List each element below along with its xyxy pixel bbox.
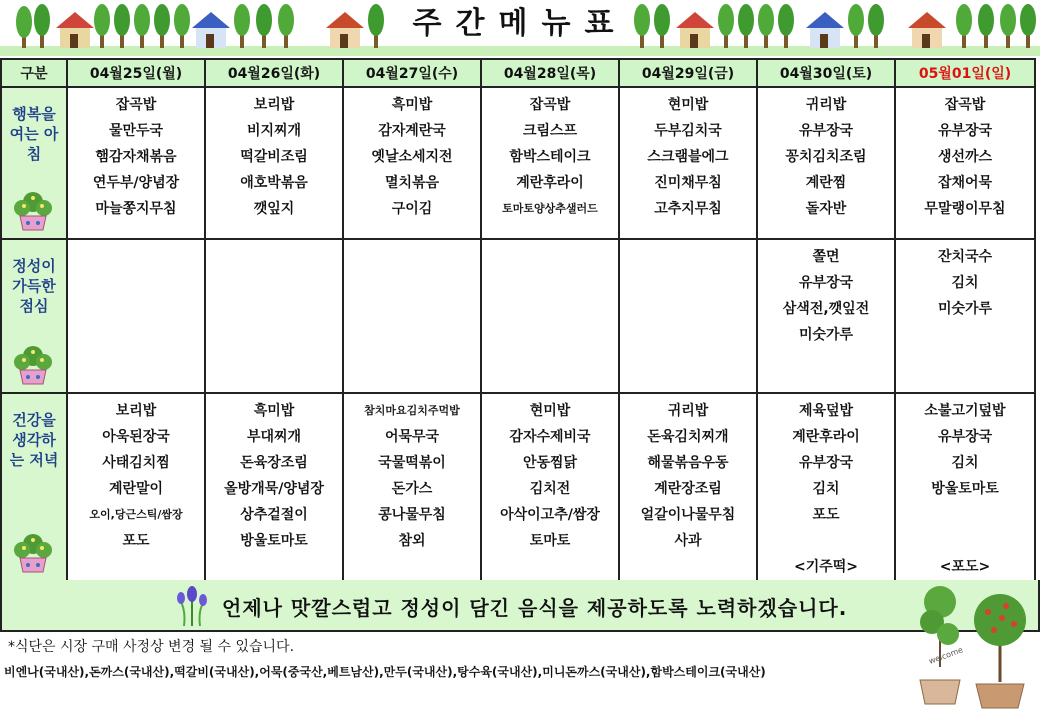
meal-label: 행복을 여는 아침 xyxy=(9,105,59,163)
iris-icon xyxy=(172,584,212,626)
tree-icon xyxy=(718,4,734,48)
tree-icon xyxy=(16,6,32,48)
menu-item: 흑미밥 xyxy=(391,97,433,113)
menu-item: 물만두국 xyxy=(108,123,164,139)
menu-item: 감자수제비국 xyxy=(509,429,591,445)
menu-item: 참치마요김치주먹밥 xyxy=(364,404,460,417)
menu-item: 제육덮밥 xyxy=(798,403,854,419)
menu-item: 국물떡볶이 xyxy=(378,455,446,471)
menu-item: 크림스프 xyxy=(522,123,578,139)
day-header: 04월26일(화) xyxy=(205,59,343,87)
meal-label-cell xyxy=(1,87,67,239)
menu-item: 얼갈이나물무침 xyxy=(640,507,736,523)
tree-icon xyxy=(778,4,794,48)
menu-item: 소불고기덮밥 xyxy=(924,403,1006,419)
tree-icon xyxy=(94,4,110,48)
menu-cell xyxy=(343,87,481,239)
menu-item: 돈육장조림 xyxy=(240,455,308,471)
menu-item: 진미채무침 xyxy=(654,175,722,191)
house-icon xyxy=(806,12,844,48)
tree-icon xyxy=(114,4,130,48)
menu-item: 상추겉절이 xyxy=(240,507,308,523)
tree-icon xyxy=(868,4,884,48)
menu-item: 김치전 xyxy=(529,481,571,497)
day-header: 04월27일(수) xyxy=(343,59,481,87)
potted-plant-icon xyxy=(10,530,56,574)
tree-icon xyxy=(956,4,972,48)
menu-item: 해물볶음우동 xyxy=(647,455,729,471)
menu-item: 오이,당근스틱/쌈장 xyxy=(89,508,183,521)
menu-item: 삼색전,깻잎전 xyxy=(782,301,870,317)
tree-icon xyxy=(1000,4,1016,48)
menu-item: 귀리밥 xyxy=(667,403,709,419)
menu-item: 생선까스 xyxy=(937,149,993,165)
menu-item: 유부장국 xyxy=(798,455,854,471)
menu-item: 꽁치김치조림 xyxy=(785,149,867,165)
tree-icon xyxy=(34,4,50,48)
menu-cell xyxy=(895,393,1035,581)
menu-item: 방울토마토 xyxy=(240,533,308,549)
house-icon xyxy=(192,12,230,48)
menu-item: 쫄면 xyxy=(812,249,840,265)
meal-row xyxy=(1,239,1035,393)
menu-cell xyxy=(757,239,895,393)
menu-item xyxy=(896,502,1034,528)
menu-item: 잡곡밥 xyxy=(115,97,157,113)
menu-item: 사과 xyxy=(674,533,702,549)
menu-cell xyxy=(481,393,619,581)
menu-item: 김치 xyxy=(951,455,979,471)
menu-item: 잡채어묵 xyxy=(937,175,993,191)
menu-item: 올방개묵/양념장 xyxy=(224,481,324,497)
page-title: 주간메뉴표 xyxy=(410,2,630,46)
welcome-sign: welcome xyxy=(927,645,965,666)
menu-item: 잡곡밥 xyxy=(529,97,571,113)
menu-cell xyxy=(895,87,1035,239)
day-header: 04월25일(월) xyxy=(67,59,205,87)
menu-item: 애호박볶음 xyxy=(240,175,308,191)
menu-item: 김치 xyxy=(812,481,840,497)
menu-item: 계란후라이 xyxy=(792,429,860,445)
message-bar xyxy=(0,580,1040,632)
menu-cell xyxy=(619,239,757,393)
menu-item: 깻잎지 xyxy=(253,201,295,217)
menu-cell xyxy=(481,87,619,239)
day-header-sunday: 05월01일(일) xyxy=(895,59,1035,87)
menu-item: 아욱된장국 xyxy=(102,429,170,445)
menu-cell xyxy=(67,239,205,393)
menu-item: 돈육김치찌개 xyxy=(647,429,729,445)
change-notice: *식단은 시장 구매 사정상 변경 될 수 있습니다. xyxy=(8,639,295,655)
menu-item: 미숫가루 xyxy=(798,327,854,343)
menu-item: 흑미밥 xyxy=(253,403,295,419)
menu-item: 고추지무침 xyxy=(654,201,722,217)
menu-cell xyxy=(757,87,895,239)
header-row xyxy=(1,59,1035,87)
origin-notice: 비엔나(국내산),돈까스(국내산),떡갈비(국내산),어묵(중국산,베트남산),만두(국내산),탕수육(국내산),미니돈까스(국내산),함박스테이크(국내산) xyxy=(4,665,766,679)
tree-icon xyxy=(154,4,170,48)
menu-item: 떡갈비조림 xyxy=(240,149,308,165)
house-icon xyxy=(56,12,94,48)
meal-row xyxy=(1,87,1035,239)
menu-item: 잡곡밥 xyxy=(944,97,986,113)
menu-item: 스크램블에그 xyxy=(647,149,729,165)
tree-icon xyxy=(978,4,994,48)
tree-icon xyxy=(738,4,754,48)
menu-item: 유부장국 xyxy=(937,429,993,445)
menu-cell xyxy=(619,393,757,581)
menu-cell xyxy=(343,393,481,581)
menu-item: 계란장조림 xyxy=(654,481,722,497)
tree-icon xyxy=(174,4,190,48)
menu-item: 계란말이 xyxy=(108,481,164,497)
menu-item: 포도 xyxy=(122,533,150,549)
menu-item: 방울토마토 xyxy=(931,481,999,497)
tree-icon xyxy=(1020,4,1036,48)
menu-item: 연두부/양념장 xyxy=(92,175,180,191)
tree-icon xyxy=(234,4,250,48)
menu-item: 유부장국 xyxy=(798,275,854,291)
menu-item: 함박스테이크 xyxy=(509,149,591,165)
corner-header: 구분 xyxy=(1,59,67,87)
menu-cell xyxy=(67,393,205,581)
menu-item: 멸치볶음 xyxy=(384,175,440,191)
house-icon xyxy=(326,12,364,48)
day-header: 04월29일(금) xyxy=(619,59,757,87)
menu-item: <기주떡> xyxy=(793,559,859,575)
menu-item: 유부장국 xyxy=(798,123,854,139)
menu-item xyxy=(896,528,1034,554)
menu-item: 포도 xyxy=(812,507,840,523)
flower-pot-decoration xyxy=(910,572,1040,712)
menu-item: 계란찜 xyxy=(805,175,847,191)
menu-item: 두부김치국 xyxy=(654,123,722,139)
meal-label-cell xyxy=(1,393,67,581)
menu-item: 계란후라이 xyxy=(516,175,584,191)
menu-item xyxy=(758,528,894,554)
meal-row xyxy=(1,393,1035,581)
tree-icon xyxy=(848,4,864,48)
menu-item: 김치 xyxy=(951,275,979,291)
menu-item: 무말랭이무침 xyxy=(924,201,1006,217)
menu-item: 비지찌개 xyxy=(246,123,302,139)
menu-item: 미숫가루 xyxy=(937,301,993,317)
menu-item: 부대찌개 xyxy=(246,429,302,445)
menu-item: 감자계란국 xyxy=(378,123,446,139)
menu-item: 옛날소세지전 xyxy=(371,149,453,165)
menu-cell xyxy=(67,87,205,239)
menu-cell xyxy=(757,393,895,581)
menu-item: 어묵무국 xyxy=(384,429,440,445)
menu-item: 안동찜닭 xyxy=(522,455,578,471)
day-header: 04월30일(토) xyxy=(757,59,895,87)
tree-icon xyxy=(654,4,670,48)
menu-item: 참외 xyxy=(398,533,426,549)
house-icon xyxy=(676,12,714,48)
menu-cell xyxy=(895,239,1035,393)
menu-item: 유부장국 xyxy=(937,123,993,139)
menu-item: 아삭이고추/쌈장 xyxy=(500,507,600,523)
menu-item: 현미밥 xyxy=(667,97,709,113)
menu-item: 마늘쫑지무침 xyxy=(95,201,177,217)
potted-plant-icon xyxy=(10,342,56,386)
menu-item: 돌자반 xyxy=(805,201,847,217)
message-text: 언제나 맛깔스럽고 정성이 담긴 음식을 제공하도록 노력하겠습니다. xyxy=(222,596,848,620)
tree-icon xyxy=(278,4,294,48)
menu-item: 보리밥 xyxy=(115,403,157,419)
meal-label-cell xyxy=(1,239,67,393)
menu-item: 콩나물무침 xyxy=(378,507,446,523)
menu-item: 잔치국수 xyxy=(937,249,993,265)
meal-label: 정성이 가득한 점심 xyxy=(12,257,56,315)
menu-item: 햄감자채볶음 xyxy=(95,149,177,165)
house-icon xyxy=(908,12,946,48)
menu-item: 귀리밥 xyxy=(805,97,847,113)
menu-cell xyxy=(619,87,757,239)
menu-item: 보리밥 xyxy=(253,97,295,113)
tree-icon xyxy=(368,4,384,48)
tree-icon xyxy=(758,4,774,48)
menu-item: 돈가스 xyxy=(391,481,433,497)
tree-icon xyxy=(256,4,272,48)
menu-item: 토마토양상추샐러드 xyxy=(502,202,598,215)
menu-item: <포도> xyxy=(939,559,991,575)
tree-icon xyxy=(134,4,150,48)
potted-plant-icon xyxy=(10,188,56,232)
menu-table xyxy=(0,58,1036,582)
menu-cell xyxy=(205,87,343,239)
menu-item: 구이김 xyxy=(391,201,433,217)
meal-label: 건강을 생각하는 저녁 xyxy=(9,411,59,469)
menu-cell xyxy=(481,239,619,393)
menu-item: 현미밥 xyxy=(529,403,571,419)
day-header: 04월28일(목) xyxy=(481,59,619,87)
tree-icon xyxy=(634,4,650,48)
menu-cell xyxy=(343,239,481,393)
menu-cell xyxy=(205,239,343,393)
menu-item: 사태김치찜 xyxy=(102,455,170,471)
menu-item: 토마토 xyxy=(529,533,571,549)
menu-cell xyxy=(205,393,343,581)
